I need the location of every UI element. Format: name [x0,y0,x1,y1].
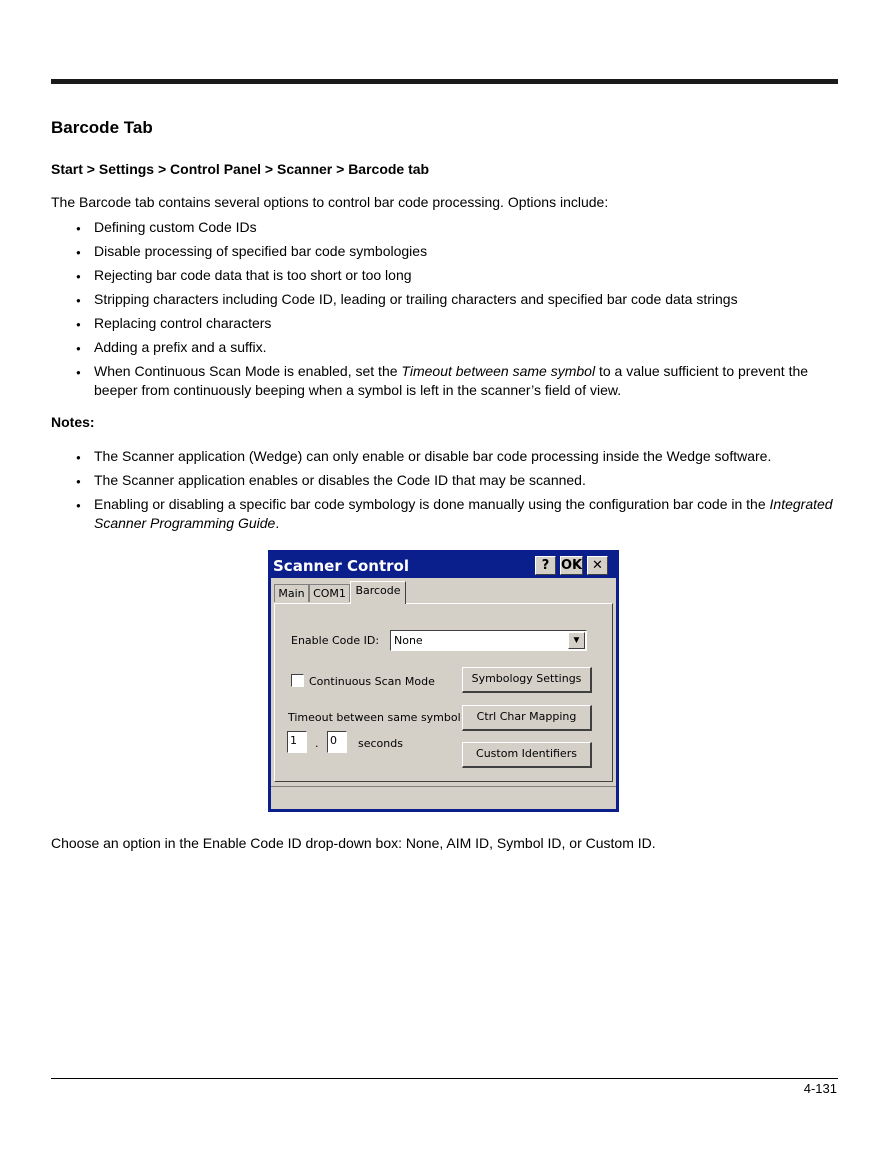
timeout-seconds-field[interactable]: 1 [287,731,307,753]
symbology-settings-button[interactable]: Symbology Settings [462,667,592,693]
guide-note-emph: Integrated Scanner Programming Guide [94,496,833,531]
timeout-label: Timeout between same symbol [288,711,461,724]
enable-code-id-dropdown[interactable] [390,630,587,651]
enable-code-id-label: Enable Code ID: [291,634,380,647]
timeout-note-post: to a value sufficient to prevent the beeper from continuously beeping when a symbol is left in the scanner’s field of view. [94,363,809,398]
seconds-label: seconds [358,737,403,750]
dialog-titlebar [271,553,616,578]
list-item: ● Adding a prefix and a suffix. [51,338,841,357]
close-button[interactable]: ✕ [587,556,608,575]
breadcrumb: Start > Settings > Control Panel > Scanner > Barcode tab [51,161,430,177]
list-item: ● Disable processing of specified bar code symbologies [51,242,841,261]
list-item-timeout [51,362,841,400]
list-item: ● Defining custom Code IDs [51,218,841,237]
notes-list [51,447,841,538]
top-rule [51,79,838,84]
bottom-rule [51,1078,838,1079]
list-item: ● Rejecting bar code data that is too short or too long [51,266,841,285]
timeout-note-emph: Timeout between same symbol [401,363,596,379]
tab-com1[interactable]: COM1 [309,584,350,602]
continuous-scan-checkbox[interactable] [291,674,304,687]
list-item: ● Stripping characters including Code ID, leading or trailing characters and specified bar code data strings [51,290,841,309]
page-title: Barcode Tab [51,118,153,137]
continuous-scan-label: Continuous Scan Mode [309,675,435,688]
list-item: ● The Scanner application (Wedge) can only enable or disable bar code processing inside the Wedge software. [51,447,841,466]
guide-note-post: . [275,515,280,531]
tab-barcode[interactable]: Barcode [350,581,406,604]
options-list [51,218,841,405]
dialog-title: Scanner Control [273,557,409,575]
tab-main[interactable]: Main [274,584,309,602]
list-item: ● The Scanner application enables or disables the Code ID that may be scanned. [51,471,841,490]
closing-paragraph: Choose an option in the Enable Code ID drop-down box: None, AIM ID, Symbol ID, or Custom ID. [51,835,656,851]
intro-paragraph: The Barcode tab contains several options to control bar code processing. Options include: [51,194,609,210]
page-number: 4-131 [803,1081,837,1096]
ctrl-char-mapping-button[interactable]: Ctrl Char Mapping [462,705,592,731]
dialog-body [271,553,616,809]
timeout-separator: . [315,737,319,750]
enable-code-id-value: None [394,634,423,647]
custom-identifiers-button[interactable]: Custom Identifiers [462,742,592,768]
dialog-statusbar [271,786,616,810]
list-item: ● Replacing control characters [51,314,841,333]
timeout-tenths-field[interactable]: 0 [327,731,347,753]
timeout-note-pre: When Continuous Scan Mode is enabled, set the [94,363,402,379]
barcode-panel [274,603,613,782]
scanner-control-dialog [268,550,619,812]
ok-button[interactable]: OK [561,558,583,573]
notes-heading: Notes: [51,414,95,430]
chevron-down-icon[interactable]: ▼ [568,632,585,649]
guide-note-pre: Enabling or disabling a specific bar code symbology is done manually using the configuration bar code in the [94,496,770,512]
help-button[interactable]: ? [535,556,556,575]
list-item-guide [51,495,841,533]
